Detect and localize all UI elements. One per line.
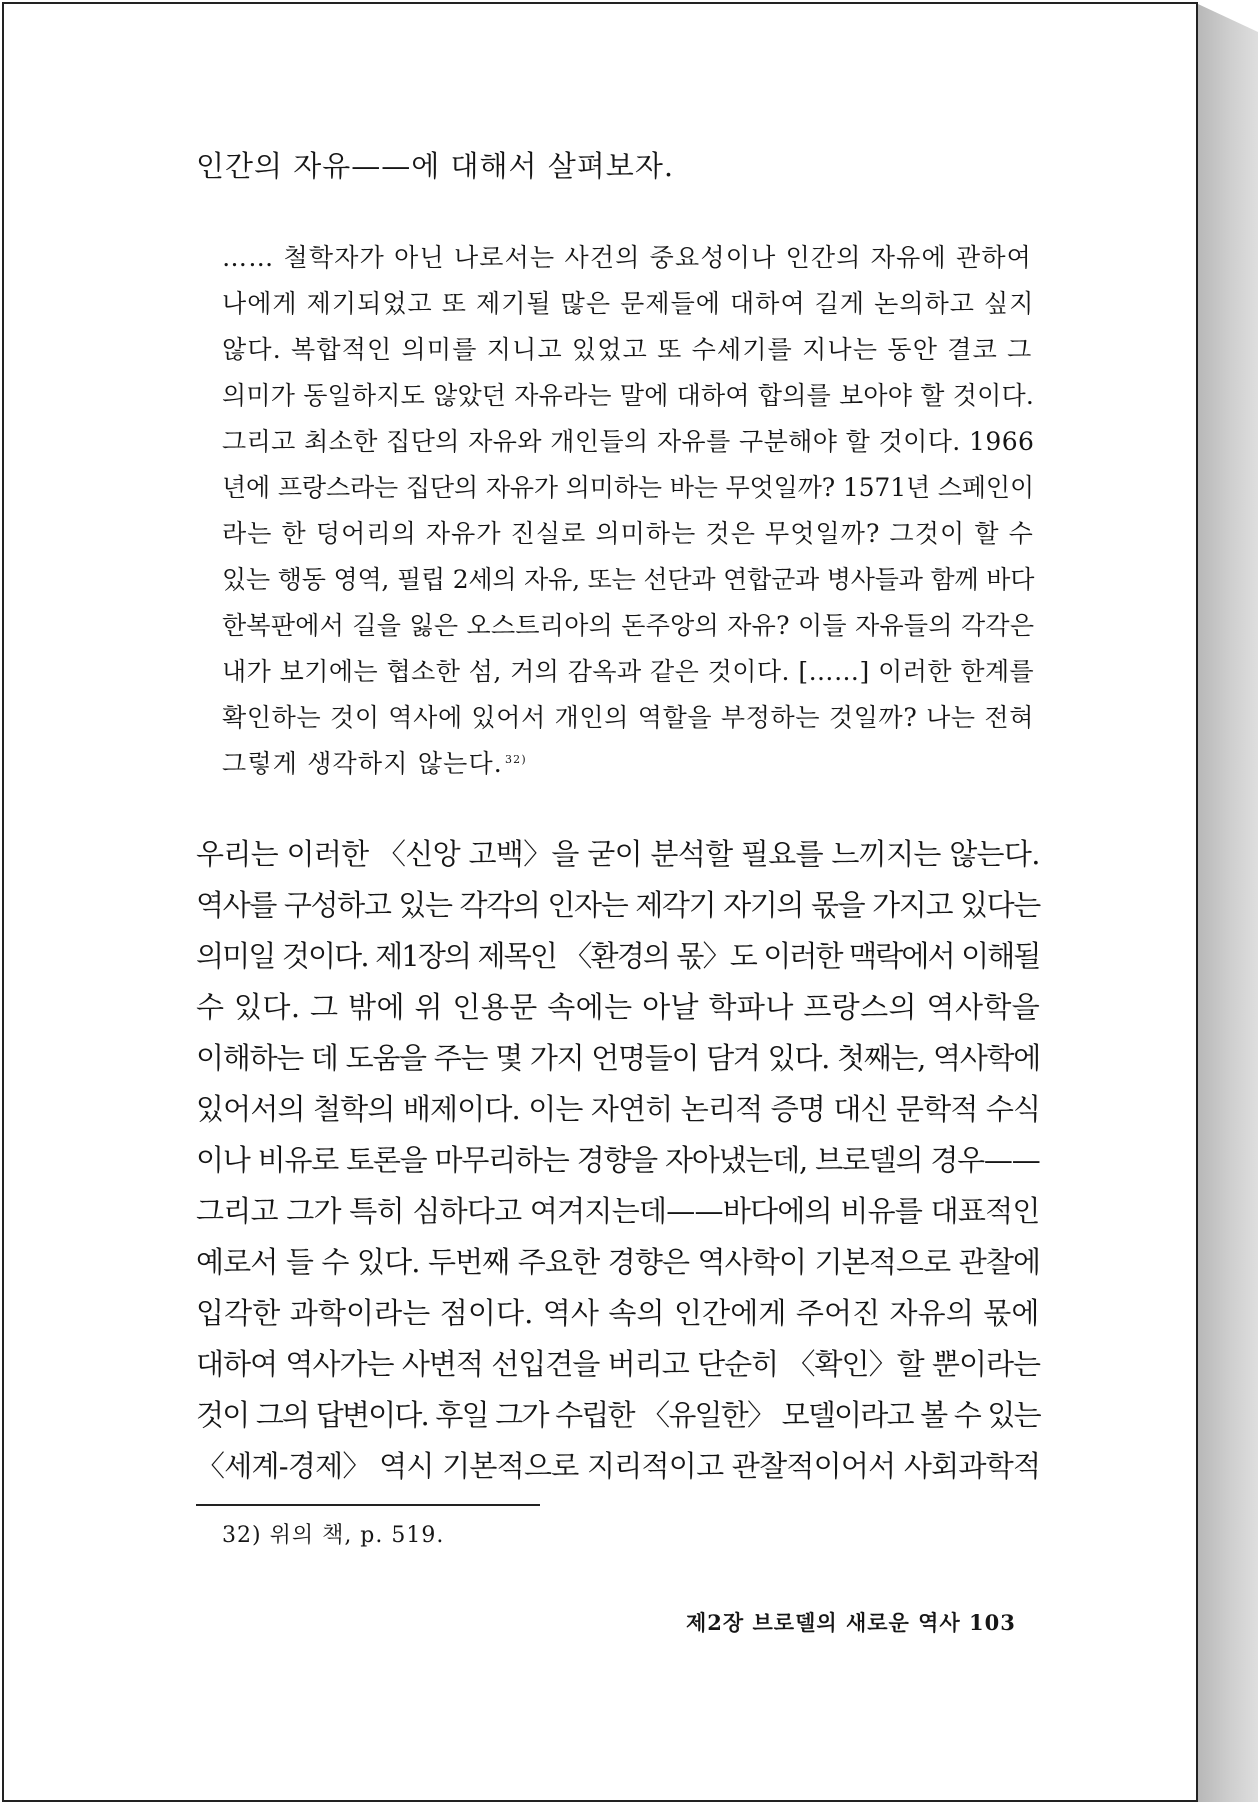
book-page xyxy=(2,2,1198,1802)
body-line: 우리는 이러한 〈신앙 고백〉을 굳이 분석할 필요를 느끼지는 않는다. xyxy=(196,837,1040,871)
body-line: 〈세계-경제〉 역시 기본적으로 지리적이고 관찰적이어서 사회과학적 xyxy=(196,1449,1041,1483)
body-line: 예로서 들 수 있다. 두번째 주요한 경향은 역사학이 기본적으로 관찰에 xyxy=(196,1245,1041,1279)
quote-line: 나에게 제기되었고 또 제기될 많은 문제들에 대하여 길게 논의하고 싶지 xyxy=(222,289,1035,318)
footnote-divider xyxy=(196,1504,540,1506)
footnote: 32) 위의 책, p. 519. xyxy=(222,1523,445,1548)
quote-line: 않다. 복합적인 의미를 지니고 있었고 또 수세기를 지나는 동안 결코 그 xyxy=(222,335,1033,364)
quote-line: 의미가 동일하지도 않았던 자유라는 말에 대하여 합의를 보아야 할 것이다. xyxy=(222,381,1034,410)
body-line: 있어서의 철학의 배제이다. 이는 자연히 논리적 증명 대신 문학적 수식 xyxy=(196,1092,1041,1126)
quote-line: 라는 한 덩어리의 자유가 진실로 의미하는 것은 무엇일까? 그것이 할 수 xyxy=(222,519,1034,548)
body-line: 대하여 역사가는 사변적 선입견을 버리고 단순히 〈확인〉할 뿐이라는 xyxy=(196,1347,1041,1381)
intro-line: 인간의 자유——에 대해서 살펴보자. xyxy=(196,149,675,183)
running-footer: 제2장 브로델의 새로운 역사 103 xyxy=(686,1610,1016,1635)
quote-line: 내가 보기에는 협소한 섬, 거의 감옥과 같은 것이다. [……] 이러한 한계를 xyxy=(222,657,1035,686)
body-line: 의미일 것이다. 제1장의 제목인 〈환경의 몫〉도 이러한 맥락에서 이해될 xyxy=(196,939,1040,973)
body-line: 수 있다. 그 밖에 위 인용문 속에는 아날 학파나 프랑스의 역사학을 xyxy=(196,990,1041,1024)
quote-line-last xyxy=(222,744,527,780)
quote-line: 있는 행동 영역, 필립 2세의 자유, 또는 선단과 연합군과 병사들과 함께 바다 xyxy=(222,565,1035,594)
footnote-ref-mark: 32) xyxy=(504,752,527,766)
quote-line: 한복판에서 길을 잃은 오스트리아의 돈주앙의 자유? 이들 자유들의 각각은 xyxy=(222,611,1035,640)
quote-line-text: 그렇게 생각하지 않는다. xyxy=(222,749,503,778)
body-line: 이해하는 데 도움을 주는 몇 가지 언명들이 담겨 있다. 첫째는, 역사학에 xyxy=(196,1041,1041,1075)
body-line: 그리고 그가 특히 심하다고 여겨지는데——바다에의 비유를 대표적인 xyxy=(196,1194,1040,1228)
body-line: 역사를 구성하고 있는 각각의 인자는 제각기 자기의 몫을 가지고 있다는 xyxy=(196,888,1040,922)
body-line: 것이 그의 답변이다. 후일 그가 수립한 〈유일한〉 모델이라고 볼 수 있는 xyxy=(196,1398,1040,1432)
quote-line: 그리고 최소한 집단의 자유와 개인들의 자유를 구분해야 할 것이다. 1966 xyxy=(222,427,1035,456)
quote-line: 확인하는 것이 역사에 있어서 개인의 역할을 부정하는 것일까? 나는 전혀 xyxy=(222,703,1035,732)
quote-line: …… 철학자가 아닌 나로서는 사건의 중요성이나 인간의 자유에 관하여 xyxy=(222,243,1033,272)
body-line: 이나 비유로 토론을 마무리하는 경향을 자아냈는데, 브로델의 경우—— xyxy=(196,1143,1040,1177)
page-stack-edge xyxy=(1198,4,1258,1802)
body-line: 입각한 과학이라는 점이다. 역사 속의 인간에게 주어진 자유의 몫에 xyxy=(196,1296,1040,1330)
quote-line: 년에 프랑스라는 집단의 자유가 의미하는 바는 무엇일까? 1571년 스페인이 xyxy=(222,473,1035,502)
